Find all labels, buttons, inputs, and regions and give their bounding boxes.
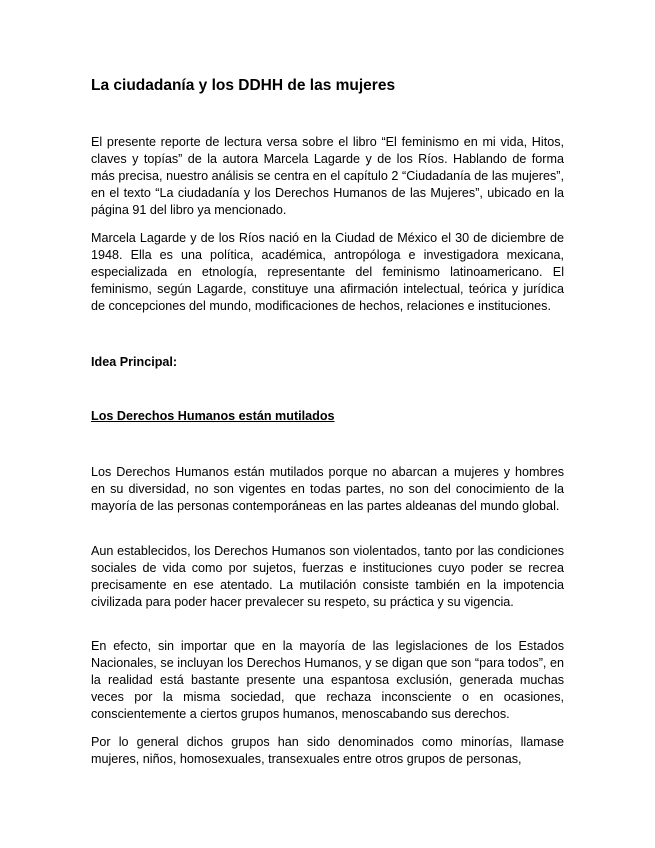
body-paragraph-2: Aun establecidos, los Derechos Humanos son violentados, tanto por las condiciones sociales de vida como por sujetos, fuerzas e instituciones cuyo poder se recrea precisamente en ese atentado. La mutilación consiste también en la impotencia civilizada para poder hacer prevalecer su respeto, su práctica y su vigencia. [91, 544, 564, 609]
body-paragraph-3: En efecto, sin importar que en la mayoría de las legislaciones de los Estados Nacionales, se incluyan los Derechos Humanos, y se digan que son “para todos”, en la realidad está bastante presente una espantosa exclusión, generada muchas veces por la misma sociedad, que rechaza inconsciente o en ocasiones, conscientemente a ciertos grupos humanos, menoscabando sus derechos. [91, 639, 564, 721]
section-heading: Los Derechos Humanos están mutilados [91, 409, 335, 423]
idea-heading: Idea Principal: [91, 355, 178, 369]
body-paragraph-4: Por lo general dichos grupos han sido denominados como minorías, llamase mujeres, niños, homosexuales, transexuales entre otros grupos de personas, [91, 735, 564, 766]
document-title: La ciudadanía y los DDHH de las mujeres [91, 77, 396, 94]
body-paragraph-1: Los Derechos Humanos están mutilados porque no abarcan a mujeres y hombres en su diversidad, no son vigentes en todas partes, no son del conocimiento de la mayoría de las personas contemporáneas en las partes aldeanas del mundo global. [91, 465, 564, 513]
intro-paragraph-1: El presente reporte de lectura versa sobre el libro “El feminismo en mi vida, Hitos, claves y topías” de la autora Marcela Lagarde y de los Ríos. Hablando de forma más precisa, nuestro análisis se centra en el capítulo 2 “Ciudadanía de las mujeres”, en el texto “La ciudadanía y los Derechos Humanos de las Mujeres”, ubicado en la página 91 del libro ya mencionado. [91, 135, 564, 217]
intro-paragraph-2: Marcela Lagarde y de los Ríos nació en la Ciudad de México el 30 de diciembre de 1948. Ella es una política, académica, antropóloga e investigadora mexicana, especializada en etnología, representante del feminismo latinoamericano. El feminismo, según Lagarde, constituye una afirmación intelectual, teórica y jurídica de concepciones del mundo, modificaciones de hechos, relaciones e instituciones. [91, 231, 564, 313]
